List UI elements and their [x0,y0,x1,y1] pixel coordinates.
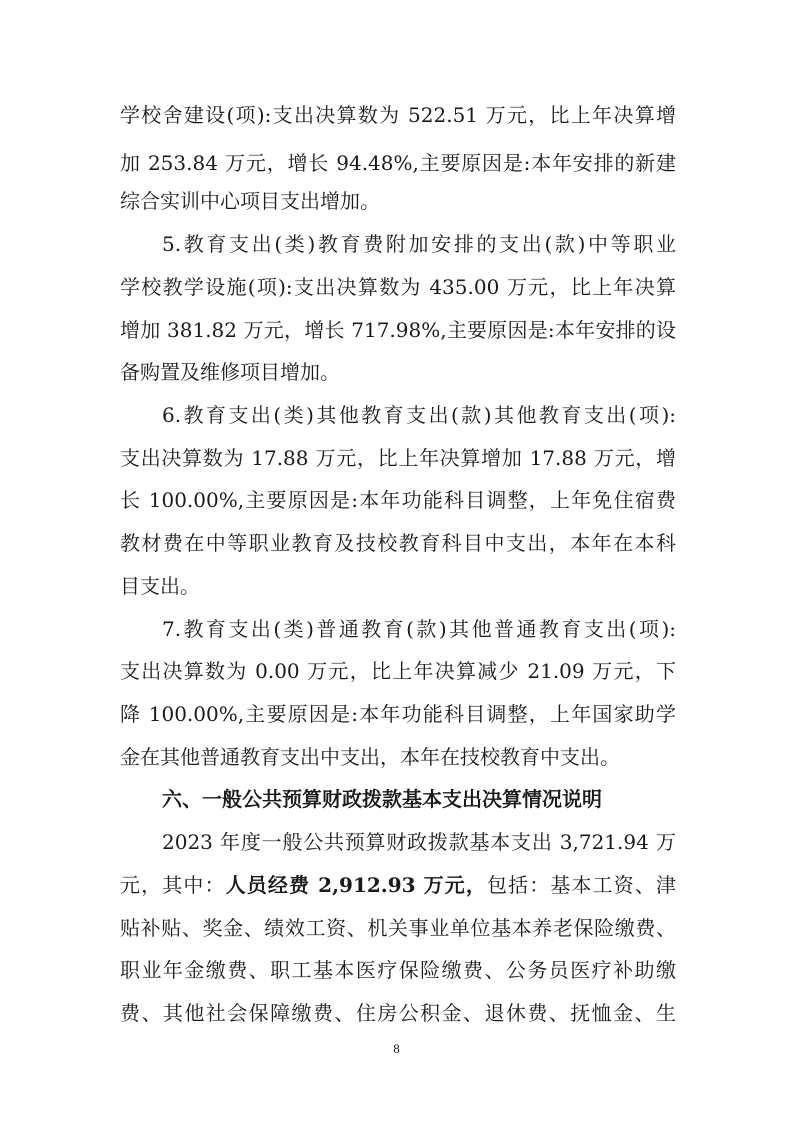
paragraph-7-start: 7.教育支出(类)普通教育(款)其他普通教育支出(项): [162,617,676,641]
text-line: 综合实训中心项目支出增加。 [120,189,380,213]
text-line: 目支出。 [120,574,200,598]
text-line: 增加 381.82 万元，增长 717.98%,主要原因是:本年安排的设 [120,318,676,342]
text-run: 包括：基本工资、津 [487,873,677,897]
text-line: 支出决算数为 0.00 万元，比上年决算减少 21.09 万元，下 [120,659,676,683]
text-line: 支出决算数为 17.88 万元，比上年决算增加 17.88 万元，增 [120,446,676,470]
paragraph-6-start: 6.教育支出(类)其他教育支出(款)其他教育支出(项): [162,403,676,427]
text-line: 学校舍建设(项):支出决算数为 522.51 万元，比上年决算增 [120,103,676,127]
text-line: 职业年金缴费、职工基本医疗保险缴费、公务员医疗补助缴 [120,958,676,982]
text-line: 降 100.00%,主要原因是:本年功能科目调整，上年国家助学 [120,702,676,726]
text-line: 加 253.84 万元，增长 94.48%,主要原因是:本年安排的新建 [120,151,676,175]
bold-amount: 人员经费 2,912.93 万元， [225,873,488,897]
text-line: 教材费在中等职业教育及技校教育科目中支出，本年在本科 [120,531,676,555]
section-heading: 六、一般公共预算财政拨款基本支出决算情况说明 [162,787,602,811]
page-number: 8 [393,1041,400,1056]
text-line: 费、其他社会保障缴费、住房公积金、退休费、抚恤金、生 [120,1001,676,1025]
text-line: 学校教学设施(项):支出决算数为 435.00 万元，比上年决算 [120,275,676,299]
text-line: 长 100.00%,主要原因是:本年功能科目调整，上年免住宿费 [120,488,676,512]
text-run: 元，其中： [120,873,226,897]
paragraph-5-start: 5.教育支出(类)教育费附加安排的支出(款)中等职业 [162,232,676,256]
text-line: 贴补贴、奖金、绩效工资、机关事业单位基本养老保险缴费、 [120,916,676,940]
text-line [120,867,676,903]
text-line: 金在其他普通教育支出中支出，本年在技校教育中支出。 [120,745,620,769]
paragraph-6-body-start: 2023 年度一般公共预算财政拨款基本支出 3,721.94 万 [162,830,676,854]
text-line: 备购置及维修项目增加。 [120,360,340,384]
